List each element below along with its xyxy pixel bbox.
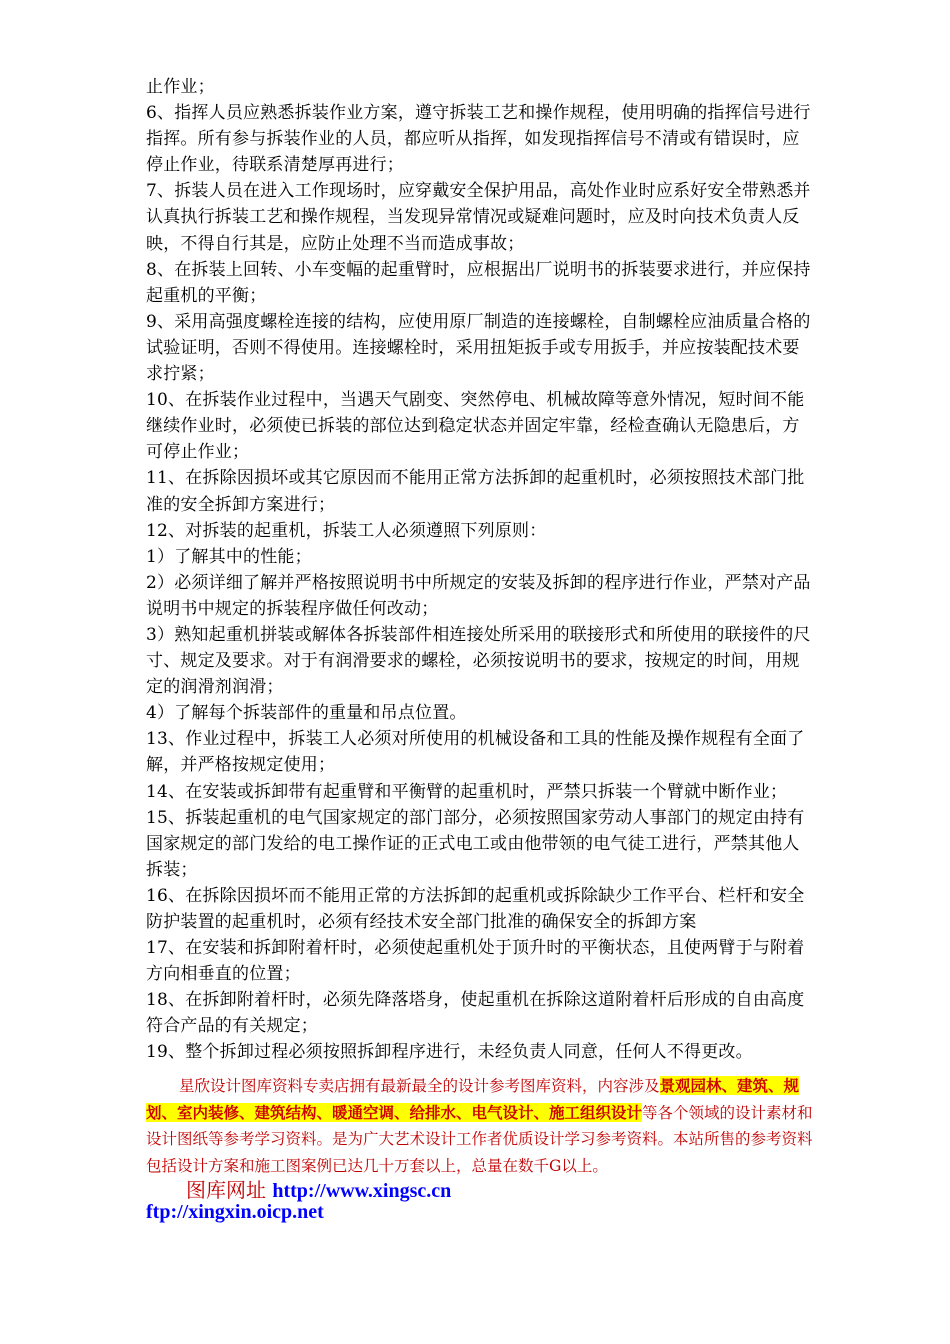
paragraph: 11、在拆除因损坏或其它原因而不能用正常方法拆卸的起重机时，必须按照技术部门批准的安全拆卸方案进行； xyxy=(146,468,805,515)
paragraph: 12、对拆装的起重机，拆装工人必须遵照下列原则： xyxy=(146,520,547,541)
website-label: 图库网址 xyxy=(186,1178,266,1202)
paragraph: 4）了解每个拆装部件的重量和吊点位置。 xyxy=(146,703,467,724)
paragraph: 18、在拆卸附着杆时，必须先降落塔身，使起重机在拆除这道附着杆后形成的自由高度符合产品的有关规定； xyxy=(146,990,805,1037)
regulation-text xyxy=(146,74,816,1066)
paragraph: 1）了解其中的性能； xyxy=(146,546,312,567)
paragraph: 10、在拆装作业过程中，当遇天气剧变、突然停电、机械故障等意外情况，短时间不能继续作业时，必须使已拆装的部位达到稳定状态并固定牢靠，经检查确认无隐患后，方可停止作业； xyxy=(146,390,805,463)
ad-highlight: 景观园林、建筑、规划、室内装修、建筑结构、暖通空调、给排水、电气设计、施工组织设计 xyxy=(146,1076,800,1122)
paragraph: 15、拆装起重机的电气国家规定的部门部分，必须按照国家劳动人事部门的规定由持有国家规定的部门发给的电工操作证的正式电工或由他带领的电气徒工进行，严禁其他人拆装； xyxy=(146,807,805,880)
ad-text-before: 星欣设计图库资料专卖店拥有最新最全的设计参考图库资料，内容涉及 xyxy=(179,1077,660,1095)
paragraph: 16、在拆除因损坏而不能用正常的方法拆卸的起重机或拆除缺少工作平台、栏杆和安全防护装置的起重机时，必须有经技术安全部门批准的确保安全的拆卸方案 xyxy=(146,885,805,932)
paragraph: 9、采用高强度螺栓连接的结构，应使用原厂制造的连接螺栓，自制螺栓应油质量合格的试验证明，否则不得使用。连接螺栓时，采用扭矩扳手或专用扳手，并应按装配技术要求拧紧； xyxy=(146,311,811,385)
paragraph: 止作业； xyxy=(146,77,215,97)
website-line xyxy=(186,1174,451,1203)
paragraph: 8、在拆装上回转、小车变幅的起重臂时，应根据出厂说明书的拆装要求进行，并应保持起重机的平衡； xyxy=(146,259,811,306)
paragraph: 14、在安装或拆卸带有起重臂和平衡臂的起重机时，严禁只拆装一个臂就中断作业； xyxy=(146,781,788,802)
ad-text-after: 等各个领域的设计素材和设计图纸等参考学习资料。是为广大艺术设计工作者优质设计学习参考资料。本站所售的参考资料包括设计方案和施工图案例已达几十万套以上，总量在数千G以上。 xyxy=(146,1103,813,1175)
paragraph: 17、在安装和拆卸附着杆时，必须使起重机处于顶升时的平衡状态，且使两臂于与附着方向相垂直的位置； xyxy=(146,938,805,985)
paragraph: 7、拆装人员在进入工作现场时，应穿戴安全保护用品，高处作业时应系好安全带熟悉并认真执行拆装工艺和操作规程，当发现异常情况或疑难问题时，应及时向技术负责人反映，不得自行其是，应防止处理不当而造成事故； xyxy=(146,181,811,254)
http-link[interactable]: http://www.xingsc.cn xyxy=(272,1180,452,1202)
paragraph: 13、作业过程中，拆装工人必须对所使用的机械设备和工具的性能及操作规程有全面了解，并严格按规定使用； xyxy=(146,729,805,776)
paragraph: 19、整个拆卸过程必须按照拆卸程序进行，未经负责人同意，任何人不得更改。 xyxy=(146,1042,753,1063)
paragraph: 2）必须详细了解并严格按照说明书中所规定的安装及拆卸的程序进行作业，严禁对产品说明书中规定的拆装程序做任何改动； xyxy=(146,572,811,619)
paragraph: 3）熟知起重机拼装或解体各拆装部件相连接处所采用的联接形式和所使用的联接件的尺寸、规定及要求。对于有润滑要求的螺栓，必须按说明书的要求，按规定的时间，用规定的润滑剂润滑； xyxy=(146,624,811,698)
paragraph: 6、指挥人员应熟悉拆装作业方案，遵守拆装工艺和操作规程，使用明确的指挥信号进行指挥。所有参与拆装作业的人员，都应听从指挥，如发现指挥信号不清或有错误时，应停止作业，待联系清楚厚再进行； xyxy=(146,103,811,176)
advertisement-paragraph xyxy=(146,1073,818,1179)
ftp-link[interactable]: ftp://xingxin.oicp.net xyxy=(146,1201,324,1223)
advertisement-block xyxy=(146,1073,818,1179)
